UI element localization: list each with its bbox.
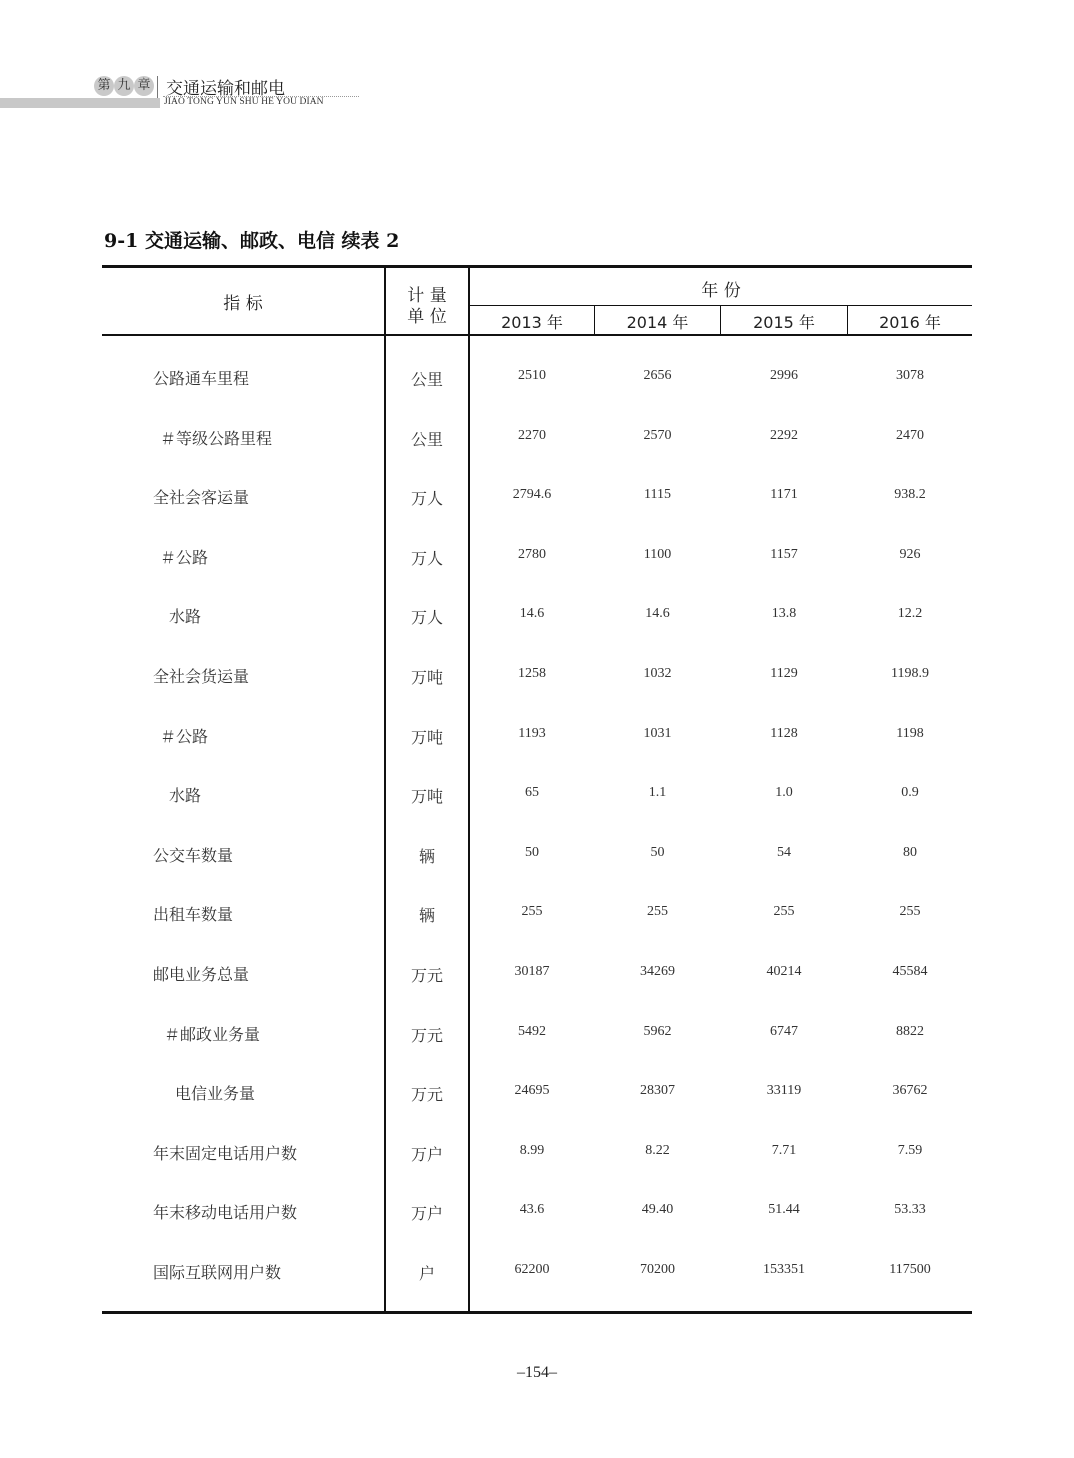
row-value: 1198 [896, 726, 924, 741]
row-value: 14.6 [645, 606, 670, 621]
row-value: 2656 [643, 368, 672, 383]
row-value: 36762 [892, 1083, 928, 1098]
col-header-year-2013: 2013 年 [501, 313, 563, 332]
row-unit: 万元 [410, 1026, 443, 1045]
row-value: 0.9 [901, 785, 919, 800]
row-value: 1.1 [648, 785, 667, 800]
row-value: 938.2 [894, 487, 926, 502]
row-value: 51.44 [768, 1202, 800, 1217]
page-number: –154– [517, 1364, 557, 1381]
row-value: 2292 [770, 428, 798, 443]
chapter-title: 交通运输和邮电 [166, 79, 285, 99]
row-unit: 万元 [410, 966, 443, 985]
row-value: 255 [521, 904, 543, 919]
col-header-year-group: 年 份 [701, 281, 741, 301]
row-value: 40214 [766, 964, 802, 979]
row-unit: 万吨 [410, 787, 443, 806]
row-value: 43.6 [519, 1202, 545, 1217]
row-value: 153351 [763, 1262, 805, 1277]
header-gray-bar [0, 98, 160, 108]
row-value: 255 [647, 904, 668, 919]
row-unit: 公里 [410, 370, 443, 389]
row-label: 公交车数量 [153, 846, 234, 865]
chapter-subtitle: JIAO TONG YUN SHU HE YOU DIAN [164, 97, 324, 107]
row-value: 5492 [518, 1024, 546, 1039]
row-value: 2470 [896, 428, 924, 443]
row-value: 1128 [770, 726, 798, 741]
row-value: 49.40 [641, 1202, 674, 1217]
row-label: 水路 [169, 607, 202, 626]
col-header-unit-line2: 单 位 [407, 307, 447, 327]
row-unit: 万元 [410, 1085, 443, 1104]
row-value: 7.59 [897, 1143, 923, 1158]
row-label: ＃等级公路里程 [160, 429, 273, 448]
row-label: 年末移动电话用户数 [153, 1203, 298, 1222]
row-value: 1115 [644, 487, 671, 502]
col-header-year-2015: 2015 年 [753, 313, 815, 332]
table-bottom-rule [102, 1311, 972, 1314]
row-value: 54 [777, 845, 791, 860]
row-unit: 万户 [410, 1145, 443, 1164]
row-value: 13.8 [771, 606, 797, 621]
row-value: 1171 [770, 487, 798, 502]
row-value: 2270 [518, 428, 546, 443]
row-value: 255 [773, 904, 795, 919]
row-unit: 辆 [418, 847, 435, 866]
row-value: 2794.6 [512, 487, 552, 502]
row-value: 1193 [518, 726, 546, 741]
row-value: 1198.9 [891, 666, 929, 681]
row-value: 1157 [770, 547, 798, 562]
row-value: 53.33 [894, 1202, 926, 1217]
row-value: 2510 [518, 368, 546, 383]
row-value: 8.99 [519, 1143, 545, 1158]
chapter-badge-3: 章 [134, 76, 154, 96]
row-label: ＃邮政业务量 [164, 1025, 261, 1044]
row-value: 62200 [514, 1262, 550, 1277]
row-value: 255 [899, 904, 921, 919]
row-unit: 辆 [418, 906, 435, 925]
row-value: 1100 [643, 547, 672, 562]
row-value: 70200 [640, 1262, 675, 1277]
row-value: 28307 [640, 1083, 675, 1098]
chapter-badge-2: 九 [114, 76, 134, 96]
row-unit: 万人 [410, 608, 443, 627]
row-unit: 万人 [410, 549, 443, 568]
row-label: 公路通车里程 [153, 369, 250, 388]
row-value: 45584 [892, 964, 928, 979]
col-header-indicator: 指 标 [223, 294, 263, 314]
row-label: 全社会客运量 [153, 488, 250, 507]
header-divider [157, 76, 158, 98]
row-value: 3078 [896, 368, 924, 383]
row-value: 1258 [518, 666, 546, 681]
row-value: 14.6 [519, 606, 545, 621]
row-value: 80 [903, 845, 917, 860]
row-unit: 万吨 [410, 728, 443, 747]
row-label: ＃公路 [160, 727, 209, 746]
col-header-unit-line1: 计 量 [407, 286, 447, 306]
row-unit: 户 [418, 1264, 435, 1283]
row-value: 12.2 [897, 606, 923, 621]
header-bottom-rule [102, 334, 972, 336]
row-label: 年末固定电话用户数 [153, 1144, 298, 1163]
row-label: 全社会货运量 [153, 667, 250, 686]
row-value: 1031 [643, 726, 672, 741]
row-value: 6747 [770, 1024, 798, 1039]
row-value: 8822 [896, 1024, 924, 1039]
row-value: 117500 [889, 1262, 931, 1277]
row-value: 5962 [643, 1024, 672, 1039]
row-label: 出租车数量 [153, 905, 234, 924]
row-label: 邮电业务总量 [153, 965, 250, 984]
row-label: 电信业务量 [175, 1084, 256, 1103]
row-unit: 公里 [410, 430, 443, 449]
col-header-year-2016: 2016 年 [879, 313, 941, 332]
row-unit: 万户 [410, 1204, 443, 1223]
row-value: 30187 [514, 964, 550, 979]
table-top-rule [102, 265, 972, 268]
row-value: 33119 [766, 1083, 802, 1098]
row-label: 国际互联网用户数 [153, 1263, 282, 1282]
row-value: 50 [525, 845, 539, 860]
row-label: ＃公路 [160, 548, 209, 567]
chapter-badge-1: 第 [94, 76, 114, 96]
col-header-year-2014: 2014 年 [626, 313, 689, 332]
row-value: 926 [899, 547, 921, 562]
table-title: 9-1 交通运输、邮政、电信 续表 2 [104, 230, 400, 252]
row-value: 50 [650, 845, 665, 860]
row-value: 7.71 [771, 1143, 797, 1158]
row-value: 1129 [770, 666, 798, 681]
row-value: 65 [525, 785, 539, 800]
row-value: 2570 [643, 428, 672, 443]
row-value: 2780 [518, 547, 546, 562]
row-value: 34269 [640, 964, 675, 979]
row-label: 水路 [169, 786, 202, 805]
row-value: 24695 [514, 1083, 550, 1098]
row-value: 1032 [643, 666, 672, 681]
row-unit: 万人 [410, 489, 443, 508]
row-value: 2996 [770, 368, 798, 383]
row-value: 8.22 [645, 1143, 670, 1158]
row-value: 1.0 [775, 785, 793, 800]
row-unit: 万吨 [410, 668, 443, 687]
